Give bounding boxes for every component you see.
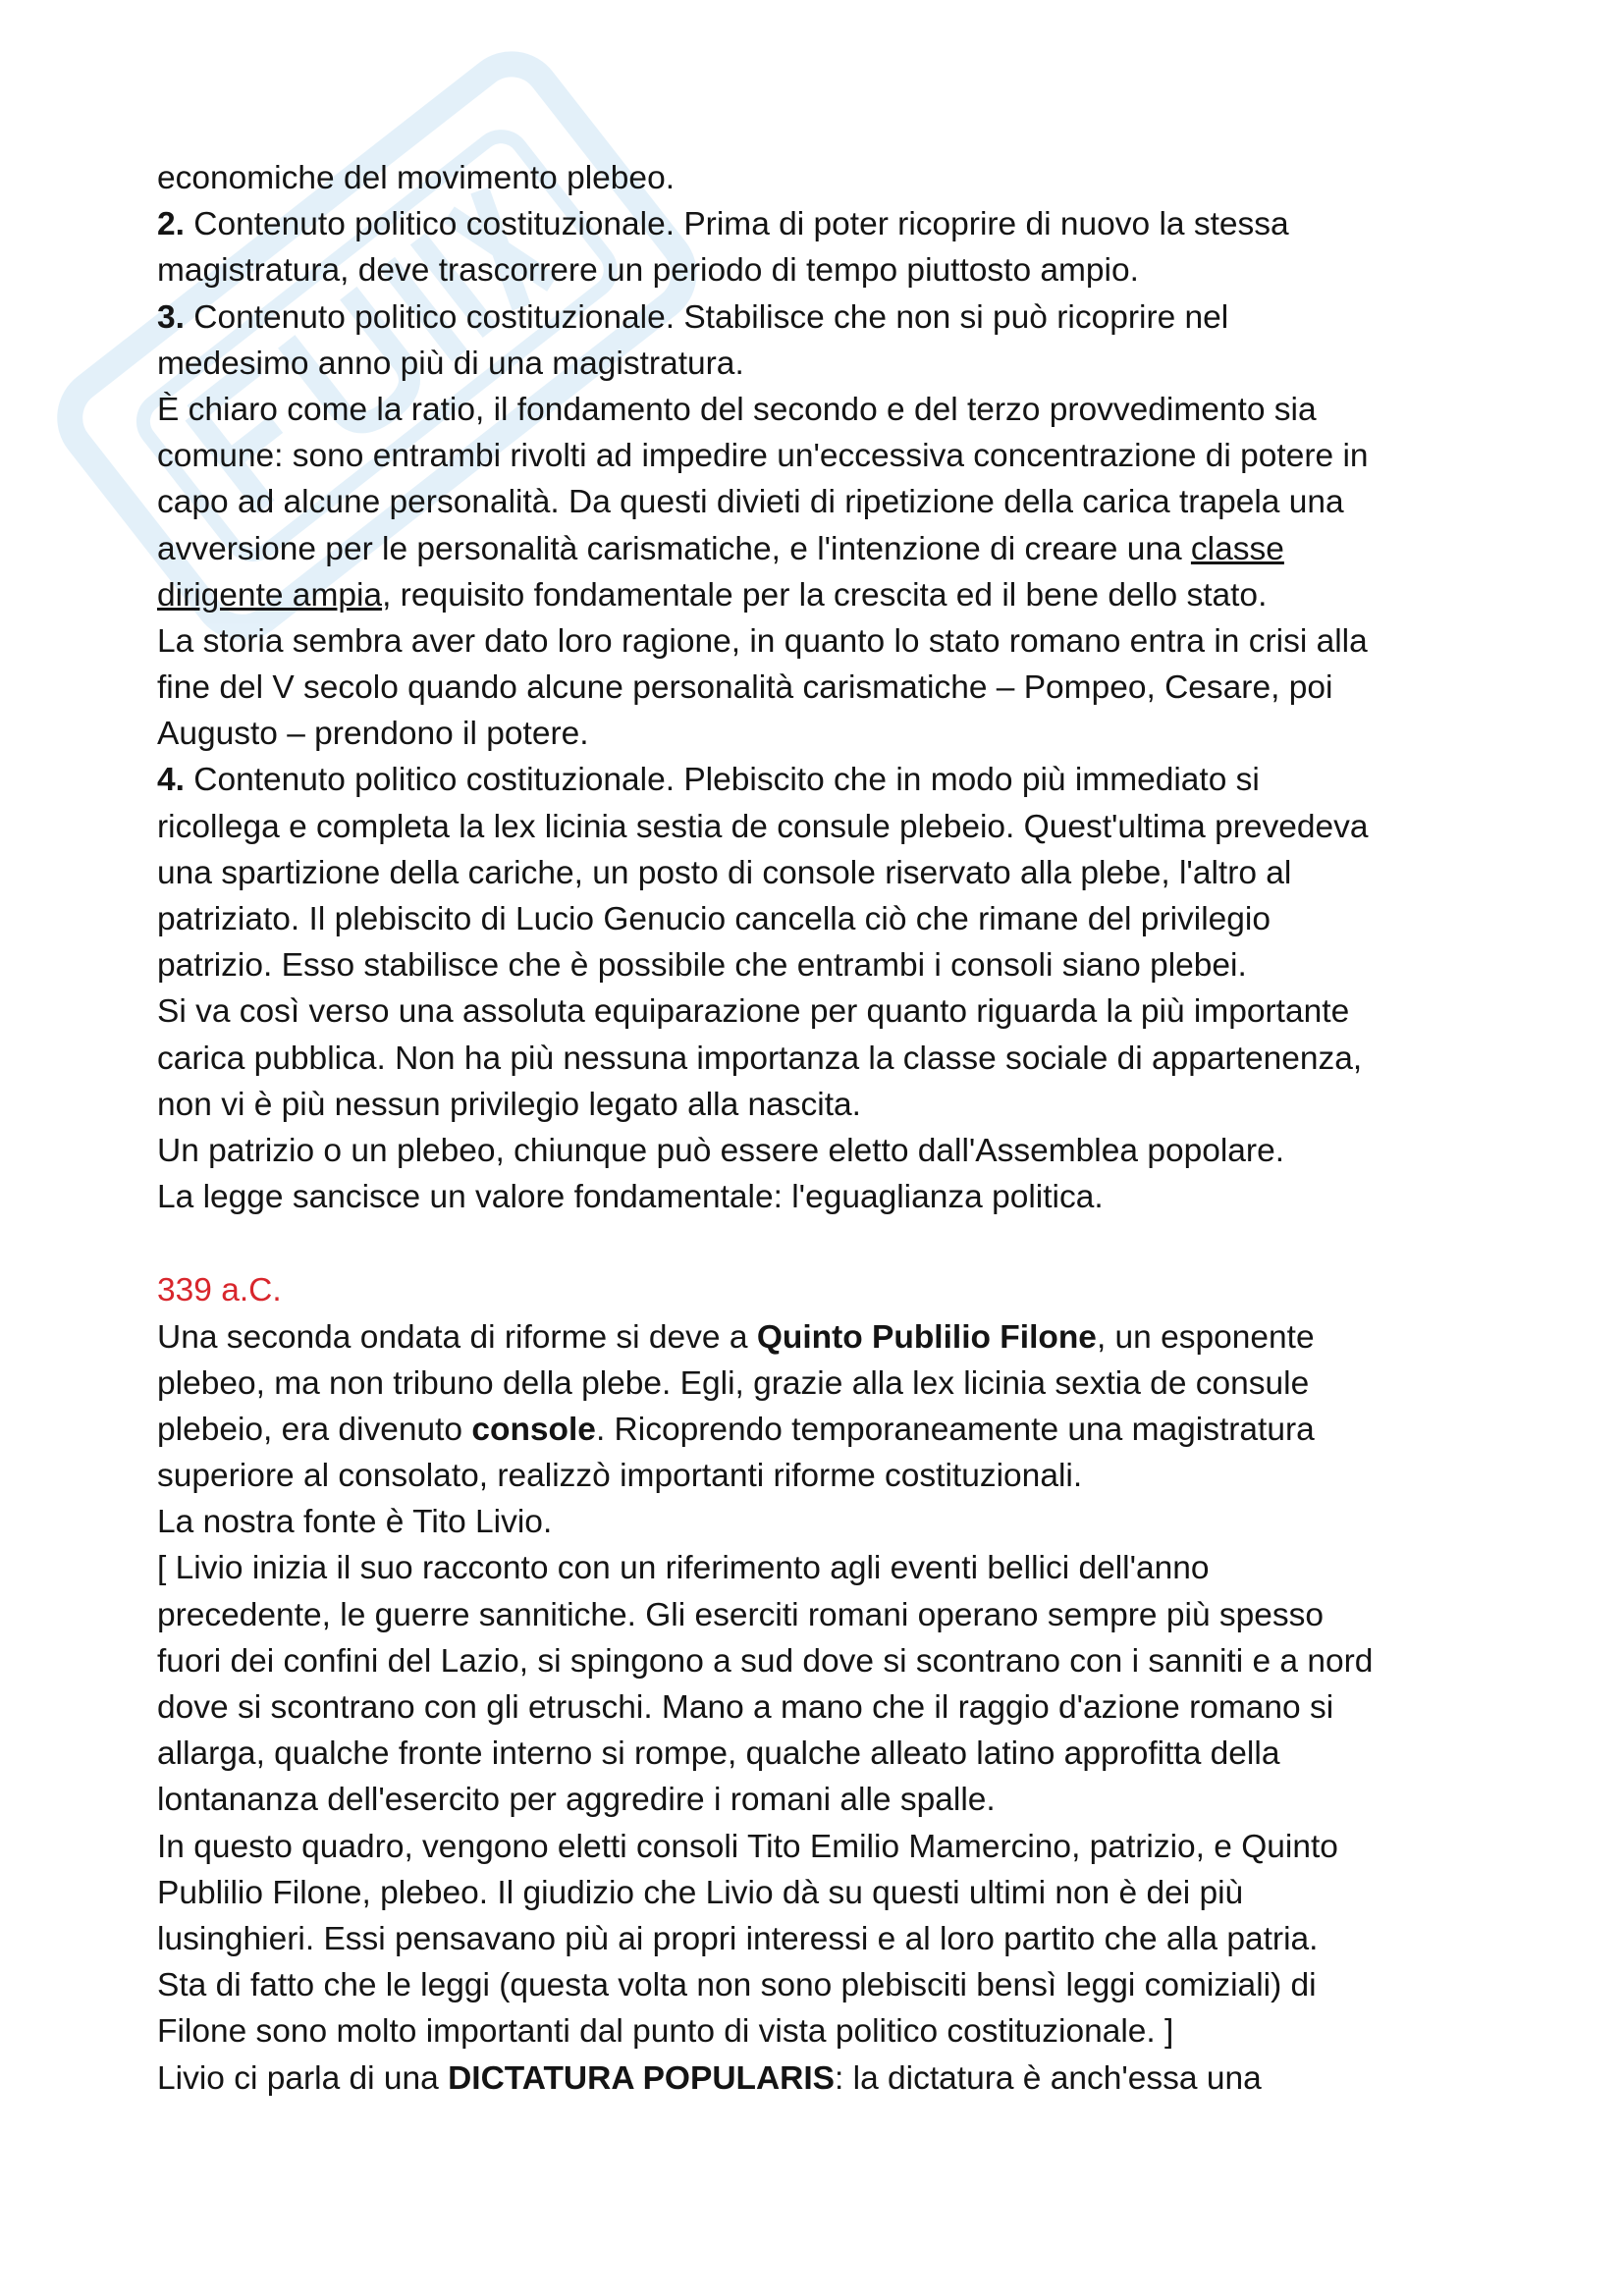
- text-span: Livio ci parla di una: [157, 2059, 449, 2097]
- text-line: [157, 2056, 1512, 2102]
- text-span: La legge sancisce un valore fondamentale: l'eguaglianza politica.: [157, 1179, 1104, 1216]
- text-line: [157, 526, 1512, 572]
- text-line: [157, 247, 1512, 294]
- text-span: Una seconda ondata di riforme si deve a: [157, 1318, 757, 1356]
- text-line: [157, 1036, 1512, 1082]
- text-line: [157, 1314, 1512, 1361]
- text-span: carica pubblica. Non ha più nessuna importanza la classe sociale di appartenenza,: [157, 1040, 1363, 1077]
- text-span: Contenuto politico costituzionale. Prima di poter ricoprire di nuovo la stessa: [184, 206, 1289, 243]
- text-line: [157, 2008, 1512, 2055]
- text-line: [157, 1592, 1512, 1638]
- text-span: Si va così verso una assoluta equiparazione per quanto riguarda la più importante: [157, 993, 1350, 1031]
- text-span: La storia sembra aver dato loro ragione, in quanto lo stato romano entra in crisi alla: [157, 622, 1368, 660]
- paragraph-gap: [157, 1220, 1512, 1267]
- text-span: comune: sono entrambi rivolti ad impedire un'eccessiva concentrazione di potere in: [157, 438, 1369, 475]
- list-item-4: [157, 757, 1512, 803]
- text-line: [157, 1731, 1512, 1777]
- text-span: La nostra fonte è Tito Livio.: [157, 1504, 553, 1541]
- text-span: superiore al consolato, realizzò importanti riforme costituzionali.: [157, 1458, 1083, 1495]
- text-line: [157, 1638, 1512, 1684]
- text-line: [157, 1128, 1512, 1174]
- text-line: [157, 1174, 1512, 1220]
- text-span: Contenuto politico costituzionale. Stabilisce che non si può ricoprire nel: [184, 298, 1229, 336]
- section-date-heading: 339 a.C.: [157, 1272, 282, 1309]
- text-span: : la dictatura è anch'essa una: [835, 2059, 1262, 2097]
- text-span: ricollega e completa la lex licinia sestia de consule plebeio. Quest'ultima prevedeva: [157, 808, 1369, 845]
- text-span: capo ad alcune personalità. Da questi divieti di ripetizione della carica trapela una: [157, 484, 1344, 521]
- text-span: Sta di fatto che le leggi (questa volta non sono plebisciti bensì leggi comiziali) di: [157, 1967, 1317, 2004]
- text-line: [157, 1870, 1512, 1916]
- list-item-2: [157, 201, 1512, 247]
- text-span: avversione per le personalità carismatiche, e l'intenzione di creare una: [157, 530, 1191, 567]
- text-span: patriziato. Il plebiscito di Lucio Genucio cancella ciò che rimane del privilegio: [157, 901, 1271, 937]
- list-item-3: [157, 294, 1512, 341]
- text-span: lontananza dell'esercito per aggredire i romani alle spalle.: [157, 1782, 996, 1819]
- text-line: [157, 572, 1512, 618]
- text-span: fuori dei confini del Lazio, si spingono a sud dove si scontrano con i sanniti e a nord: [157, 1642, 1374, 1680]
- text-span: una spartizione della cariche, un posto di console riservato alla plebe, l'altro al: [157, 854, 1292, 891]
- text-span: dove si scontrano con gli etruschi. Mano a mano che il raggio d'azione romano si: [157, 1689, 1334, 1726]
- text-span: magistratura, deve trascorrere un periodo di tempo piuttosto ampio.: [157, 252, 1139, 290]
- document-body: [157, 155, 1512, 2102]
- text-line: [157, 850, 1512, 896]
- text-line: [157, 618, 1512, 665]
- text-line: [157, 1499, 1512, 1545]
- text-span: Publilio Filone, plebeo. Il giudizio che Livio dà su questi ultimi non è dei più: [157, 1874, 1244, 1911]
- text-span: fine del V secolo quando alcune personalità carismatiche – Pompeo, Cesare, poi: [157, 669, 1333, 707]
- text-line: [157, 1545, 1512, 1591]
- text-span: medesimo anno più di una magistratura.: [157, 345, 744, 382]
- text-line: [157, 1407, 1512, 1453]
- text-line: [157, 1453, 1512, 1499]
- text-span: È chiaro come la ratio, il fondamento del secondo e del terzo provvedimento sia: [157, 391, 1317, 428]
- text-line: [157, 1082, 1512, 1128]
- text-line: [157, 1684, 1512, 1731]
- text-span: allarga, qualche fronte interno si rompe, qualche alleato latino approfitta della: [157, 1735, 1280, 1773]
- item-number: 3.: [157, 298, 185, 336]
- text-span: , requisito fondamentale per la crescita ed il bene dello stato.: [382, 576, 1268, 614]
- item-number: 4.: [157, 762, 185, 799]
- text-span: Filone sono molto importanti dal punto di vista politico costituzionale. ]: [157, 2013, 1174, 2051]
- bold-term: DICTATURA POPULARIS: [448, 2059, 836, 2097]
- text-span: economiche del movimento plebeo.: [157, 160, 676, 196]
- bold-name: Quinto Publilio Filone: [756, 1318, 1097, 1356]
- text-line: [157, 341, 1512, 387]
- item-number: 2.: [157, 206, 185, 243]
- bold-term: console: [471, 1411, 596, 1448]
- text-span: precedente, le guerre sannitiche. Gli eserciti romani operano sempre più spesso: [157, 1596, 1325, 1633]
- text-line: [157, 1962, 1512, 2008]
- text-line: [157, 387, 1512, 433]
- text-line: [157, 1777, 1512, 1823]
- text-line: [157, 1824, 1512, 1870]
- text-line: [157, 896, 1512, 942]
- text-span: . Ricoprendo temporaneamente una magistratura: [595, 1411, 1315, 1448]
- text-line: [157, 1916, 1512, 1962]
- text-line: [157, 1361, 1512, 1407]
- text-span: plebeio, era divenuto: [157, 1411, 472, 1448]
- text-line: [157, 804, 1512, 850]
- text-span: , un esponente: [1096, 1318, 1315, 1356]
- text-span: Un patrizio o un plebeo, chiunque può essere eletto dall'Assemblea popolare.: [157, 1132, 1285, 1169]
- underlined-text: dirigente ampia: [157, 576, 383, 614]
- text-line: [157, 988, 1512, 1035]
- underlined-text: classe: [1190, 530, 1284, 567]
- text-span: lusinghieri. Essi pensavano più ai propri interessi e al loro partito che alla patria.: [157, 1920, 1319, 1957]
- text-line: [157, 479, 1512, 525]
- text-line: [157, 711, 1512, 757]
- text-span: [ Livio inizia il suo racconto con un riferimento agli eventi bellici dell'anno: [157, 1550, 1210, 1587]
- text-span: Contenuto politico costituzionale. Plebiscito che in modo più immediato si: [184, 762, 1260, 799]
- text-span: In questo quadro, vengono eletti consoli Tito Emilio Mamercino, patrizio, e Quinto: [157, 1828, 1338, 1865]
- text-line: [157, 665, 1512, 711]
- text-line: [157, 942, 1512, 988]
- text-span: Augusto – prendono il potere.: [157, 716, 589, 753]
- text-span: patrizio. Esso stabilisce che è possibile che entrambi i consoli siano plebei.: [157, 947, 1247, 985]
- text-line: [157, 433, 1512, 479]
- text-line: [157, 155, 1512, 201]
- text-span: non vi è più nessun privilegio legato alla nascita.: [157, 1086, 861, 1123]
- text-span: plebeo, ma non tribuno della plebe. Egli, grazie alla lex licinia sextia de consule: [157, 1364, 1310, 1402]
